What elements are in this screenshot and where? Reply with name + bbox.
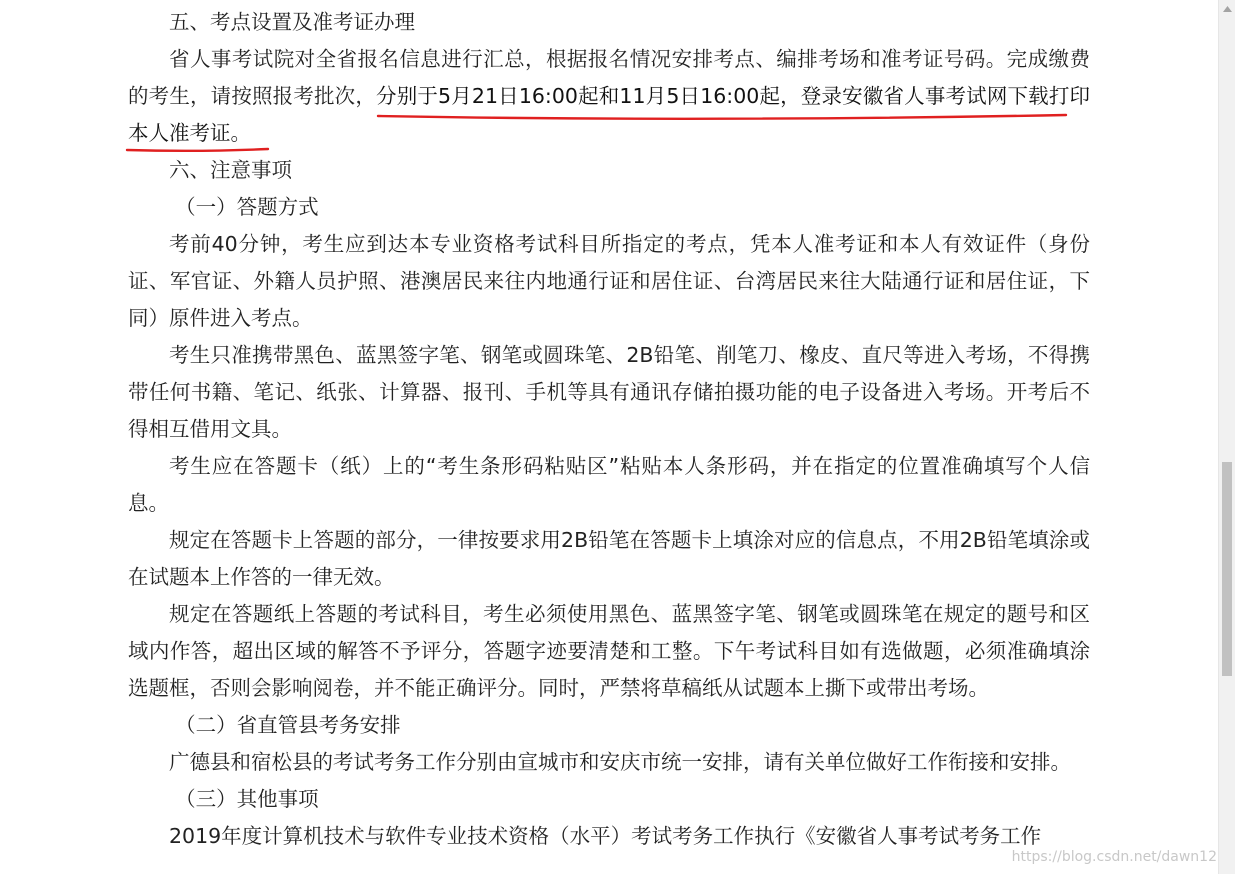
watermark: https://blog.csdn.net/dawn12 <box>1011 849 1217 865</box>
subsection-1-paragraph-2: 考生只准携带黑色、蓝黑签字笔、钢笔或圆珠笔、2B铅笔、削笔刀、橡皮、直尺等进入考场，不得携带任何书籍、笔记、纸张、计算器、报刊、手机等具有通讯存储拍摄功能的电子设备进入考场。开考后不得相互借用文具。 <box>128 343 1090 441</box>
subsection-1-paragraph-5: 规定在答题纸上答题的考试科目，考生必须使用黑色、蓝黑签字笔、钢笔或圆珠笔在规定的题号和区域内作答，超出区域的解答不予评分，答题字迹要清楚和工整。下午考试科目如有选做题，必须准确填涂选题框，否则会影响阅卷，并不能正确评分。同时，严禁将草稿纸从试题本上撕下或带出考场。 <box>128 602 1090 700</box>
section-5-heading: 五、考点设置及准考证办理 <box>169 10 415 34</box>
subsection-1-paragraph-4: 规定在答题卡上答题的部分，一律按要求用2B铅笔在答题卡上填涂对应的信息点，不用2B铅笔填涂或在试题本上作答的一律无效。 <box>128 528 1090 589</box>
subsection-3-paragraph-1: 2019年度计算机技术与软件专业技术资格（水平）考试考务工作执行《安徽省人事考试考务工作 <box>169 824 1042 848</box>
subsection-1-paragraph-1: 考前40分钟，考生应到达本专业资格考试科目所指定的考点，凭本人准考证和本人有效证件（身份证、军官证、外籍人员护照、港澳居民来往内地通行证和居住证、台湾居民来往大陆通行证和居住证，下同）原件进入考点。 <box>128 232 1090 330</box>
subsection-1-heading: （一）答题方式 <box>175 195 319 219</box>
section-5-paragraph <box>128 41 1090 152</box>
section-6-heading: 六、注意事项 <box>169 158 292 182</box>
article-body <box>128 4 1090 855</box>
subsection-3-heading: （三）其他事项 <box>175 787 319 811</box>
highlighted-admission-ticket-text: 分别于5月21日16:00起和11月5日16:00起，登录安徽省人事考试网下载打印本人准考证 <box>128 84 1090 145</box>
scroll-up-arrow-icon[interactable] <box>1219 0 1235 17</box>
section-5-text: 省人事考试院对全省报名信息进行汇总，根据报名情况安排考点、编排考场和准考证号码。完成缴费的考生，请按照报考批次， <box>128 47 1090 108</box>
subsection-2-paragraph-1: 广德县和宿松县的考试考务工作分别由宣城市和安庆市统一安排，请有关单位做好工作衔接和安排。 <box>169 750 1071 774</box>
vertical-scrollbar[interactable] <box>1218 0 1235 874</box>
section-5-text-end: 。 <box>230 121 251 145</box>
scrollbar-thumb[interactable] <box>1222 462 1232 676</box>
subsection-1-paragraph-3: 考生应在答题卡（纸）上的“考生条形码粘贴区”粘贴本人条形码，并在指定的位置准确填写个人信息。 <box>128 454 1090 515</box>
subsection-2-heading: （二）省直管县考务安排 <box>175 713 401 737</box>
